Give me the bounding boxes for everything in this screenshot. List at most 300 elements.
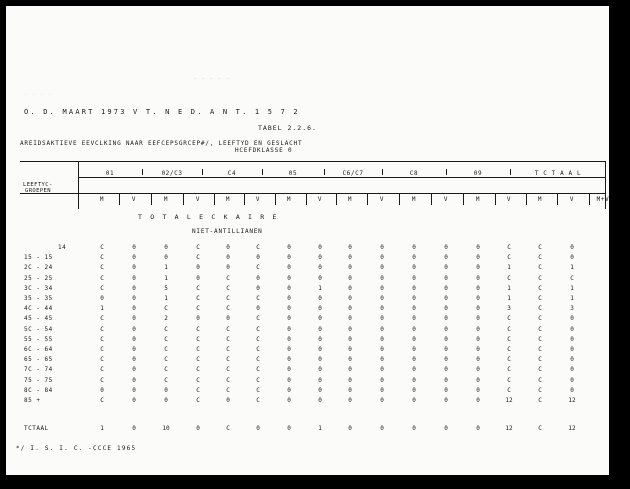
- age-row-cell: 0: [476, 335, 480, 343]
- age-row-cell: C: [256, 366, 260, 374]
- age-row-cell: 0: [348, 254, 352, 262]
- sex-column-header: M+V: [596, 196, 610, 203]
- age-row-cell: 0: [256, 254, 260, 262]
- age-row-cell: 0: [380, 397, 384, 404]
- age-row-cell: 0: [380, 325, 384, 333]
- age-row-cell: C: [196, 305, 200, 313]
- table-divider: [367, 193, 368, 205]
- age-row-cell: C: [226, 335, 230, 343]
- age-row-cell: 1: [570, 264, 574, 272]
- total-row-cell: C: [226, 425, 230, 432]
- age-row-cell: 0: [412, 335, 416, 343]
- age-row-cell: 3: [507, 305, 511, 313]
- age-row-cell: 0: [570, 366, 574, 374]
- total-row-cell: 0: [256, 425, 260, 432]
- age-row-cell: 0: [287, 386, 291, 394]
- age-row-cell: 0: [196, 274, 200, 282]
- age-row-cell: 0: [132, 386, 136, 394]
- age-row-cell: 0: [196, 315, 200, 323]
- total-row-cell: C: [538, 425, 542, 432]
- age-row-cell: C: [507, 244, 511, 251]
- age-row-cell: 0: [164, 244, 168, 251]
- age-row-cell: 0: [380, 305, 384, 313]
- age-row-cell: 0: [287, 376, 291, 384]
- age-row-cell: 0: [380, 376, 384, 384]
- age-row-cell: 0: [476, 305, 480, 313]
- column-group-header: 05: [288, 170, 298, 177]
- age-row-cell: 0: [444, 386, 448, 394]
- age-row-cell: C: [538, 264, 542, 272]
- age-row-cell: 0: [348, 366, 352, 374]
- sex-column-header: V: [379, 196, 385, 203]
- table-divider: [526, 193, 527, 205]
- sex-column-header: V: [506, 196, 512, 203]
- age-row-cell: 0: [226, 254, 230, 262]
- total-row-cell: 0: [196, 425, 200, 432]
- age-row-label: 85 +: [24, 397, 41, 404]
- age-row-cell: C: [256, 356, 260, 364]
- sex-column-header: M: [411, 196, 417, 203]
- age-row-cell: 0: [444, 346, 448, 353]
- age-row-cell: 0: [132, 315, 136, 323]
- age-row-cell: 0: [412, 325, 416, 333]
- age-row-cell: 0: [132, 366, 136, 374]
- age-row-cell: 1: [318, 284, 322, 292]
- age-row-cell: 0: [287, 305, 291, 313]
- age-row-cell: 0: [132, 356, 136, 364]
- age-row-cell: C: [507, 366, 511, 374]
- age-row-cell: C: [100, 284, 104, 292]
- age-row-cell: C: [256, 295, 260, 302]
- age-row-cell: 0: [100, 386, 104, 394]
- age-row-cell: 0: [287, 284, 291, 292]
- age-row-cell: C: [538, 254, 542, 262]
- age-row-label: 5C - 54: [24, 325, 53, 333]
- age-row-cell: 0: [132, 346, 136, 353]
- table-rule: [20, 193, 606, 194]
- table-divider: [463, 193, 464, 205]
- age-row-cell: 0: [570, 325, 574, 333]
- age-row-cell: 0: [287, 254, 291, 262]
- age-row-cell: 0: [444, 325, 448, 333]
- age-row-cell: C: [100, 254, 104, 262]
- age-row-cell: 0: [476, 356, 480, 364]
- age-row-cell: 0: [412, 284, 416, 292]
- age-row-cell: C: [196, 397, 200, 404]
- age-row-cell: C: [164, 376, 168, 384]
- age-row-cell: 0: [476, 264, 480, 272]
- age-row-cell: C: [538, 376, 542, 384]
- age-row-cell: 0: [348, 315, 352, 323]
- age-row-cell: C: [538, 346, 542, 353]
- age-row-label: 6C - 64: [24, 346, 53, 353]
- age-row-cell: 0: [444, 366, 448, 374]
- age-row-cell: C: [507, 254, 511, 262]
- age-row-cell: 0: [380, 274, 384, 282]
- total-row-cell: 12: [568, 425, 576, 432]
- age-row-cell: 0: [287, 325, 291, 333]
- age-row-cell: C: [507, 274, 511, 282]
- age-row-cell: C: [538, 325, 542, 333]
- age-row-cell: 0: [164, 397, 168, 404]
- age-row-cell: C: [164, 335, 168, 343]
- age-row-cell: 0: [476, 295, 480, 302]
- age-row-cell: C: [226, 325, 230, 333]
- age-row-cell: 0: [132, 295, 136, 302]
- total-row-cell: 0: [287, 425, 291, 432]
- age-row-cell: 0: [132, 274, 136, 282]
- age-row-cell: C: [196, 386, 200, 394]
- age-row-cell: C: [164, 356, 168, 364]
- age-row-cell: 0: [380, 264, 384, 272]
- age-row-cell: 0: [380, 254, 384, 262]
- sex-column-header: M: [286, 196, 292, 203]
- age-row-cell: 0: [318, 366, 322, 374]
- age-row-cell: 0: [196, 264, 200, 272]
- age-row-cell: C: [538, 305, 542, 313]
- table-divider: [557, 193, 558, 205]
- age-row-label: 8C - 84: [24, 386, 53, 394]
- age-row-cell: C: [507, 335, 511, 343]
- age-row-cell: 0: [287, 295, 291, 302]
- column-group-header: 02/C3: [161, 170, 183, 177]
- age-row-cell: 0: [318, 325, 322, 333]
- age-row-cell: C: [196, 295, 200, 302]
- age-row-cell: C: [507, 346, 511, 353]
- age-row-cell: 0: [318, 386, 322, 394]
- age-row-cell: 0: [318, 356, 322, 364]
- age-row-cell: C: [256, 376, 260, 384]
- age-row-cell: 0: [570, 335, 574, 343]
- age-row-cell: C: [538, 274, 542, 282]
- age-row-cell: 0: [164, 386, 168, 394]
- age-row-cell: 0: [380, 356, 384, 364]
- table-divider: [336, 193, 337, 205]
- age-row-cell: C: [226, 295, 230, 302]
- age-row-cell: 0: [132, 376, 136, 384]
- age-row-label: 35 - 35: [24, 295, 53, 302]
- age-row-cell: 0: [380, 244, 384, 251]
- table-divider: [214, 193, 215, 205]
- age-row-cell: C: [507, 386, 511, 394]
- age-row-cell: 0: [476, 346, 480, 353]
- age-row-cell: C: [196, 356, 200, 364]
- age-row-cell: 0: [132, 284, 136, 292]
- age-row-cell: 0: [132, 244, 136, 251]
- age-row-cell: 0: [444, 376, 448, 384]
- age-row-cell: 1: [507, 295, 511, 302]
- age-row-cell: 0: [226, 397, 230, 404]
- age-row-cell: 0: [287, 264, 291, 272]
- age-row-cell: C: [196, 244, 200, 251]
- age-row-cell: 0: [164, 254, 168, 262]
- age-row-cell: C: [100, 335, 104, 343]
- age-row-cell: 0: [412, 346, 416, 353]
- age-row-label: 55 - 55: [24, 335, 53, 343]
- age-row-cell: C: [226, 305, 230, 313]
- age-row-cell: 0: [570, 315, 574, 323]
- age-row-cell: 0: [476, 284, 480, 292]
- age-row-cell: C: [164, 325, 168, 333]
- age-row-cell: C: [256, 386, 260, 394]
- table-subject: AREIDSAKTIEVE EEVCLKING NAAR EEFCEPSGRCEP#/, LEEFTYD EN GESLACHT: [20, 140, 303, 147]
- age-row-cell: C: [100, 244, 104, 251]
- table-divider: [306, 193, 307, 205]
- sex-column-header: V: [255, 196, 261, 203]
- table-divider: [78, 161, 79, 209]
- table-divider: [119, 193, 120, 205]
- age-row-label: 25 - 25: [24, 274, 53, 282]
- total-row-cell: 0: [380, 425, 384, 432]
- table-divider: [151, 193, 152, 205]
- age-row-cell: C: [100, 274, 104, 282]
- age-row-cell: 0: [444, 335, 448, 343]
- age-row-cell: C: [256, 264, 260, 272]
- age-row-cell: 0: [348, 284, 352, 292]
- age-row-cell: C: [570, 274, 574, 282]
- table-rule: [20, 161, 606, 162]
- table-divider: [589, 193, 590, 205]
- age-row-cell: 1: [507, 264, 511, 272]
- table-divider: [495, 193, 496, 205]
- age-row-cell: C: [100, 356, 104, 364]
- age-row-cell: 0: [318, 254, 322, 262]
- age-row-cell: C: [100, 325, 104, 333]
- age-row-cell: 0: [380, 295, 384, 302]
- age-row-cell: 0: [287, 346, 291, 353]
- age-row-cell: C: [196, 335, 200, 343]
- age-row-cell: 0: [380, 284, 384, 292]
- age-row-cell: 0: [412, 274, 416, 282]
- table-number: TABEL 2.2.6.: [258, 124, 317, 132]
- age-row-cell: 0: [444, 397, 448, 404]
- age-row-cell: 0: [570, 356, 574, 364]
- age-row-cell: C: [100, 366, 104, 374]
- age-row-cell: 0: [412, 376, 416, 384]
- age-row-label: 2C - 24: [24, 264, 53, 272]
- age-row-cell: 1: [164, 274, 168, 282]
- age-row-cell: 0: [287, 366, 291, 374]
- age-row-cell: 0: [348, 346, 352, 353]
- age-row-cell: C: [538, 335, 542, 343]
- age-row-cell: C: [100, 376, 104, 384]
- age-row-cell: 0: [444, 254, 448, 262]
- sex-column-header: V: [131, 196, 137, 203]
- age-group-header-line1: LEEFTYC-: [23, 182, 53, 188]
- age-row-cell: 0: [444, 295, 448, 302]
- table-divider: [183, 193, 184, 205]
- age-row-cell: C: [164, 366, 168, 374]
- age-row-cell: C: [507, 376, 511, 384]
- age-row-cell: 0: [380, 335, 384, 343]
- age-row-cell: 0: [348, 386, 352, 394]
- age-row-label: 15 - 15: [24, 254, 53, 262]
- age-row-cell: 12: [568, 397, 576, 404]
- age-row-cell: 0: [287, 335, 291, 343]
- document-title: O. D. MAART 1973 V T. N E D. A N T. 1 5 7 2: [24, 108, 300, 116]
- age-row-cell: 2: [164, 315, 168, 323]
- age-row-cell: 0: [476, 244, 480, 251]
- age-row-cell: 0: [348, 356, 352, 364]
- age-row-cell: 0: [132, 305, 136, 313]
- age-row-cell: C: [100, 264, 104, 272]
- table-divider: [431, 193, 432, 205]
- age-row-cell: C: [538, 397, 542, 404]
- age-row-cell: 0: [412, 397, 416, 404]
- total-row-cell: 0: [444, 425, 448, 432]
- age-row-cell: 0: [476, 366, 480, 374]
- table-subject-class: HCEFDKLASSE 0: [235, 147, 293, 154]
- total-row-cell: 0: [412, 425, 416, 432]
- age-row-cell: 0: [256, 305, 260, 313]
- sex-column-header: M: [537, 196, 543, 203]
- age-row-cell: 0: [226, 264, 230, 272]
- column-group-header: C8: [409, 170, 419, 177]
- document-page: [6, 6, 609, 475]
- sex-column-header: M: [163, 196, 169, 203]
- age-row-cell: 0: [476, 386, 480, 394]
- age-row-cell: 0: [412, 305, 416, 313]
- age-row-cell: 0: [380, 315, 384, 323]
- age-row-cell: 0: [476, 325, 480, 333]
- age-row-cell: 1: [570, 295, 574, 302]
- table-divider: [244, 193, 245, 205]
- total-row-cell: 10: [162, 425, 170, 432]
- age-row-cell: 0: [348, 397, 352, 404]
- age-row-cell: 0: [444, 284, 448, 292]
- age-row-cell: 0: [570, 254, 574, 262]
- age-row-cell: C: [196, 284, 200, 292]
- age-row-cell: 0: [348, 274, 352, 282]
- age-row-cell: C: [164, 305, 168, 313]
- bleed-through-text: — — — — —: [194, 76, 231, 82]
- age-row-cell: 1: [100, 305, 104, 313]
- age-row-cell: 5: [164, 284, 168, 292]
- age-row-label: 65 - 65: [24, 356, 53, 364]
- section-title: T O T A L E C K A I R E: [138, 213, 279, 221]
- age-row-cell: C: [100, 397, 104, 404]
- age-row-label: 7C - 74: [24, 366, 53, 374]
- age-row-cell: C: [256, 244, 260, 251]
- column-group-header: 09: [473, 170, 483, 177]
- table-rule: [78, 177, 606, 178]
- age-row-cell: C: [196, 325, 200, 333]
- sex-column-header: V: [569, 196, 575, 203]
- age-row-cell: 0: [570, 244, 574, 251]
- age-row-cell: 1: [507, 284, 511, 292]
- column-group-header: T C T A A L: [534, 170, 582, 177]
- age-row-cell: 0: [287, 315, 291, 323]
- age-row-cell: 0: [412, 254, 416, 262]
- age-row-cell: 0: [132, 254, 136, 262]
- age-row-cell: 0: [318, 376, 322, 384]
- total-row-cell: 0: [132, 425, 136, 432]
- age-row-cell: C: [507, 315, 511, 323]
- sex-column-header: V: [443, 196, 449, 203]
- age-row-cell: 0: [318, 305, 322, 313]
- age-row-cell: C: [538, 366, 542, 374]
- age-row-cell: 0: [348, 325, 352, 333]
- age-row-cell: C: [256, 335, 260, 343]
- age-row-cell: 0: [412, 295, 416, 302]
- age-row-cell: C: [226, 386, 230, 394]
- age-row-cell: 0: [476, 274, 480, 282]
- age-row-cell: 0: [412, 315, 416, 323]
- age-row-cell: 0: [380, 386, 384, 394]
- age-row-label: 75 - 75: [24, 376, 53, 384]
- footnote: */ I. S. I. C. -CCCE 1965: [16, 445, 137, 452]
- age-row-cell: 0: [318, 274, 322, 282]
- age-row-cell: C: [538, 356, 542, 364]
- age-row-cell: 3: [570, 305, 574, 313]
- age-row-label: 14: [58, 244, 67, 251]
- age-row-cell: C: [196, 366, 200, 374]
- age-row-cell: 0: [132, 397, 136, 404]
- sex-column-header: M: [347, 196, 353, 203]
- age-row-cell: C: [538, 386, 542, 394]
- age-row-cell: 0: [100, 295, 104, 302]
- age-row-cell: 1: [570, 284, 574, 292]
- age-row-cell: C: [164, 346, 168, 353]
- age-row-cell: 0: [318, 295, 322, 302]
- age-row-cell: 0: [318, 264, 322, 272]
- age-row-cell: 0: [318, 315, 322, 323]
- age-row-cell: 0: [570, 386, 574, 394]
- age-row-cell: 1: [164, 295, 168, 302]
- age-row-cell: 0: [476, 254, 480, 262]
- age-row-cell: C: [226, 274, 230, 282]
- age-row-label: 3C - 34: [24, 284, 53, 292]
- age-row-cell: 0: [287, 356, 291, 364]
- age-row-cell: 0: [476, 376, 480, 384]
- age-row-label: 4C - 44: [24, 305, 53, 313]
- column-group-header: C4: [227, 170, 237, 177]
- age-row-cell: 0: [318, 244, 322, 251]
- age-row-cell: 0: [226, 244, 230, 251]
- age-row-cell: 0: [256, 284, 260, 292]
- age-row-label: 45 - 45: [24, 315, 53, 323]
- sex-column-header: V: [195, 196, 201, 203]
- age-group-header-line2: GROEPEN: [25, 188, 51, 194]
- age-row-cell: 0: [256, 274, 260, 282]
- sex-column-header: V: [317, 196, 323, 203]
- age-row-cell: C: [226, 356, 230, 364]
- bleed-through-text: · · · ·: [24, 92, 53, 98]
- age-row-cell: 0: [287, 244, 291, 251]
- total-row-cell: 1: [318, 425, 322, 432]
- age-row-cell: C: [256, 325, 260, 333]
- age-row-cell: 1: [164, 264, 168, 272]
- age-row-cell: 0: [132, 325, 136, 333]
- age-row-cell: 0: [412, 244, 416, 251]
- age-row-cell: 0: [444, 264, 448, 272]
- age-row-cell: C: [226, 366, 230, 374]
- age-row-cell: C: [226, 284, 230, 292]
- age-row-cell: C: [507, 325, 511, 333]
- age-row-cell: 0: [348, 295, 352, 302]
- age-row-cell: 0: [132, 335, 136, 343]
- age-row-cell: C: [507, 356, 511, 364]
- age-row-cell: 0: [348, 376, 352, 384]
- table-divider: [399, 193, 400, 205]
- age-row-cell: 0: [570, 346, 574, 353]
- age-row-cell: 0: [380, 366, 384, 374]
- age-row-cell: 0: [412, 386, 416, 394]
- age-row-cell: 0: [412, 366, 416, 374]
- age-row-cell: 0: [287, 397, 291, 404]
- age-row-cell: 0: [348, 264, 352, 272]
- sex-column-header: M: [99, 196, 105, 203]
